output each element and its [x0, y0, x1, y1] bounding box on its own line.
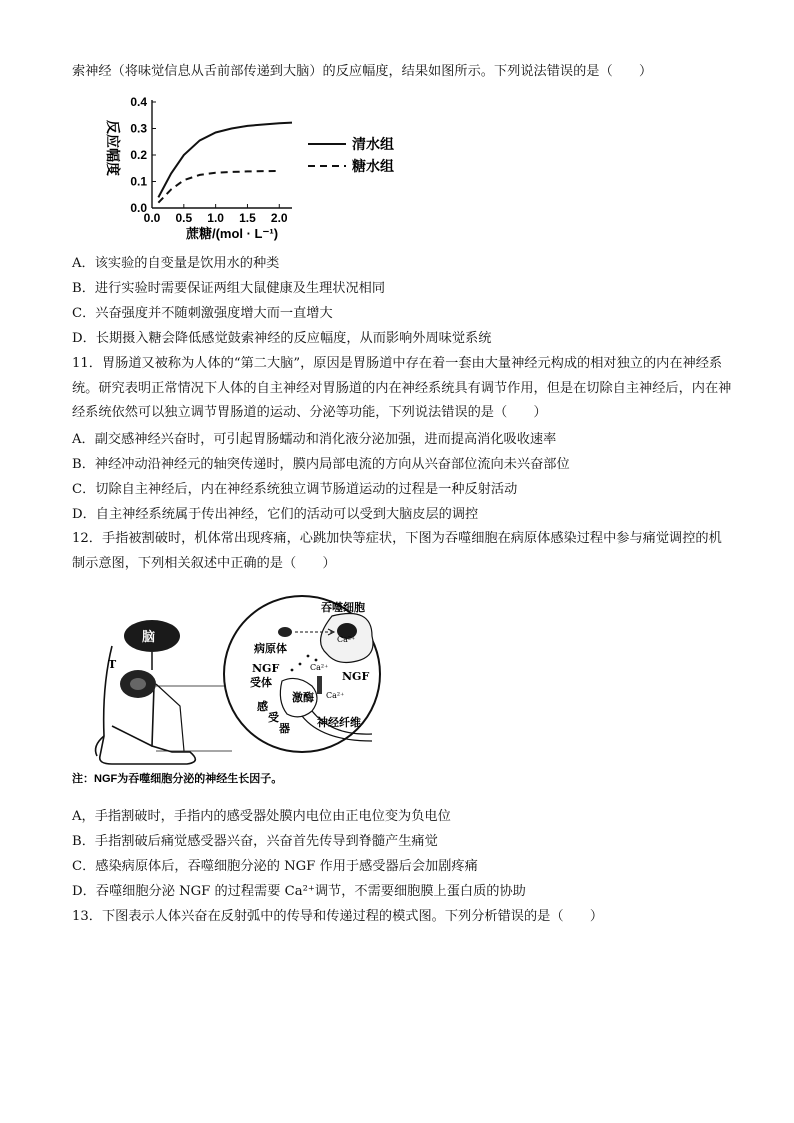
x-tick-label: 2.0: [270, 211, 288, 225]
brain-label: 脑: [142, 630, 156, 645]
q10-stem: 索神经（将味觉信息从舌前部传递到大脑）的反应幅度，结果如图所示。下列说法错误的是（ ）: [72, 64, 653, 79]
phagocyte-label: 吞噬细胞: [321, 601, 365, 614]
q11-option-d: D．自主神经系统属于传出神经，它们的活动可以受到大脑皮层的调控: [72, 507, 479, 522]
kinase-label: 激酶: [292, 691, 314, 704]
ngf-right-label: NGF: [342, 670, 370, 683]
ngf-receptor-label-1: NGF: [252, 662, 280, 675]
chart-axes: [105, 95, 292, 241]
x-tick-label: 1.0: [207, 211, 224, 225]
q12-option-a: A，手指割破时，手指内的感受器处膜内电位由正电位变为负电位: [72, 809, 451, 824]
q12-option-b: B．手指割破后痛觉感受器兴奋，兴奋首先传导到脊髓产生痛觉: [72, 834, 438, 849]
y-tick-label: 0.4: [130, 95, 147, 109]
y-tick-label: 0.0: [130, 201, 147, 215]
y-axis-label: 反应幅度: [105, 120, 121, 176]
pain-regulation-figure: [72, 586, 752, 792]
q10-option-c: C．兴奋强度并不随刺激强度增大而一直增大: [72, 306, 333, 321]
y-tick-label: 0.2: [130, 148, 147, 162]
y-tick-label: 0.1: [130, 174, 147, 189]
x-tick-label: 0.5: [175, 211, 193, 225]
pathogen-shape: [278, 627, 292, 637]
q12-option-d: D．吞噬细胞分泌 NGF 的过程需要 Ca²⁺调节，不需要细胞膜上蛋白质的协助: [72, 884, 526, 899]
q10-option-b: B．进行实验时需要保证两组大鼠健康及生理状况相同: [72, 281, 386, 296]
q11-option-b: B．神经冲动沿神经元的轴突传递时，膜内局部电流的方向从兴奋部位流向未兴奋部位: [72, 457, 570, 472]
figure-note: 注：NGF为吞噬细胞分泌的神经生长因子。: [72, 773, 283, 785]
series-line-1: [158, 123, 292, 198]
q11-stem: 11．胃肠道又被称为人体的“第二大脑”，原因是胃肠道中存在着一套由大量神经元构成的相对独立的内在神经系统。研究表明正常情况下人体的自主神经对胃肠道的内在神经系统具有调节作用，但是在切除自主神经后，内在神经系统依然可以独立调节胃肠道的运动、分泌等功能，下列说法错误的是（ ）: [72, 356, 732, 421]
pathogen-label: 病原体: [254, 642, 287, 655]
chart-series: [158, 123, 292, 203]
receptor-label-1: 感: [257, 700, 268, 713]
chart-legend: [308, 136, 394, 174]
t-label: T: [108, 658, 117, 671]
legend-label-2: 糖水组: [352, 158, 394, 174]
q10-option-a: A．该实验的自变量是饮用水的种类: [72, 256, 280, 271]
x-axis-label: 蔗糖/(mol · L⁻¹): [185, 226, 279, 241]
receptor-label-2: 受: [268, 711, 279, 724]
ca-label-2: Ca²⁺: [310, 663, 329, 672]
q10-option-d: D．长期摄入糖会降低感觉鼓索神经的反应幅度，从而影响外周味觉系统: [72, 331, 492, 346]
ngf-receptor-label-2: 受体: [250, 676, 272, 689]
ca-label-3: Ca²⁺: [326, 691, 345, 700]
y-tick-label: 0.3: [130, 121, 147, 136]
legend-label-1: 清水组: [352, 136, 394, 152]
nerve-fiber-label: 神经纤维: [317, 716, 361, 729]
x-tick-label: 0.0: [143, 211, 161, 225]
q12-option-c: C．感染病原体后，吞噬细胞分泌的 NGF 作用于感受器后会加剧疼痛: [72, 859, 478, 874]
ca-label-1: Ca²⁺: [337, 635, 356, 644]
response-amplitude-chart: [94, 92, 434, 250]
series-line-2: [158, 171, 279, 203]
q11-option-c: C．切除自主神经后，内在神经系统独立调节肠道运动的过程是一种反射活动: [72, 482, 518, 497]
receptor-label-3: 器: [279, 722, 290, 735]
q13-stem: 13．下图表示人体兴奋在反射弧中的传导和传递过程的模式图。下列分析错误的是（ ）: [72, 909, 604, 924]
q12-stem: 12．手指被割破时，机体常出现疼痛，心跳加快等症状，下图为吞噬细胞在病原体感染过程中参与痛觉调控的机制示意图，下列相关叙述中正确的是（ ）: [72, 531, 722, 571]
x-tick-label: 1.5: [239, 211, 256, 225]
q11-option-a: A．副交感神经兴奋时，可引起胃肠蠕动和消化液分泌加强，进而提高消化吸收速率: [72, 432, 557, 447]
